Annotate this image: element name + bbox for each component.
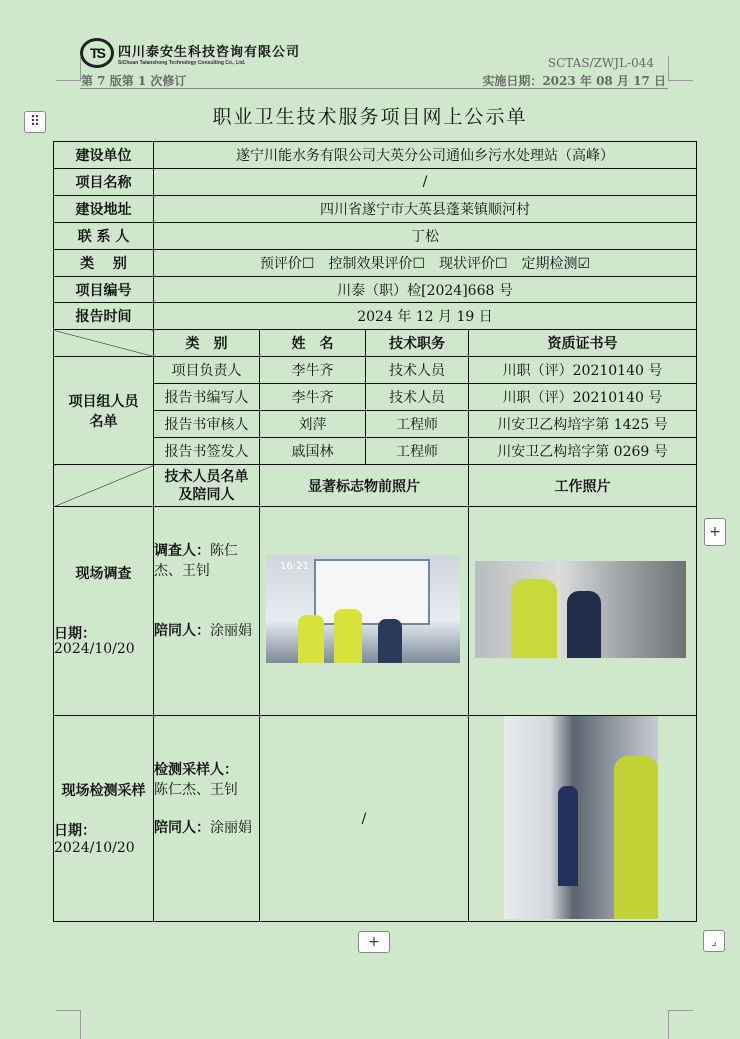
date-label: 日期： <box>54 823 96 839</box>
doc-code: SCTAS/ZWJL-044 <box>547 56 654 70</box>
sampling-cell <box>54 716 154 922</box>
cell: 李牛齐 <box>260 384 366 411</box>
survey-label: 现场调查 <box>75 566 132 582</box>
effective-date: 实施日期：2023 年 08 月 17 日 <box>482 74 666 88</box>
cell: 川安卫乙构培字第 1425 号 <box>469 411 697 438</box>
value-contact: 丁松 <box>154 223 697 250</box>
sampling-staff: 陈仁杰、王钊 <box>154 782 238 798</box>
label: 项目名称 <box>54 169 154 196</box>
page-title: 职业卫生技术服务项目网上公示单 <box>212 106 528 128</box>
value-category: 预评价☐ 控制效果评价☐ 现状评价☐ 定期检测☑ <box>154 250 697 277</box>
col-header: 技术职务 <box>366 330 469 357</box>
survey-escort: 涂丽娟 <box>210 623 252 639</box>
work-photo-survey <box>475 561 686 658</box>
label: 建设单位 <box>54 142 154 169</box>
company-name-en: SiChuan Taianshong Technology Consulting Co., Ltd. <box>118 59 246 66</box>
escort-label: 陪同人： <box>154 623 210 639</box>
col-header: 显著标志物前照片 <box>260 465 469 507</box>
cell: 川安卫乙构培字第 0269 号 <box>469 438 697 465</box>
cell: 戚国林 <box>260 438 366 465</box>
person <box>614 756 658 919</box>
survey-staff-cell <box>154 507 260 716</box>
label: 建设地址 <box>54 196 154 223</box>
cell: 报告书编写人 <box>154 384 260 411</box>
survey-date: 2024/10/20 <box>54 641 135 657</box>
person <box>298 615 324 663</box>
col-header: 姓 名 <box>260 330 366 357</box>
table-move-handle[interactable]: ⠿ <box>24 111 46 133</box>
col-header: 工作照片 <box>469 465 697 507</box>
logo-icon: TS <box>80 38 114 68</box>
sampling-staff-cell <box>154 716 260 922</box>
add-row-button[interactable]: + <box>358 931 390 953</box>
escort-label: 陪同人： <box>154 820 210 836</box>
cell: 工程师 <box>366 438 469 465</box>
sampling-escort: 涂丽娟 <box>210 820 252 836</box>
photo-timestamp: 16:21 <box>280 561 309 572</box>
label: 项目编号 <box>54 277 154 303</box>
cell: 刘萍 <box>260 411 366 438</box>
cell: 川职（评）20210140 号 <box>469 384 697 411</box>
margin-corner <box>56 1010 81 1039</box>
version: 第 7 版第 1 次修订 <box>81 74 187 88</box>
survey-staff: 陈仁杰、王钊 <box>154 543 238 579</box>
cell: 李牛齐 <box>260 357 366 384</box>
col-header: 类 别 <box>154 330 260 357</box>
cell: 工程师 <box>366 411 469 438</box>
resize-table-icon[interactable]: ⌟ <box>703 930 725 952</box>
person <box>334 609 362 663</box>
sign-photo-survey <box>266 555 460 663</box>
label: 类 别 <box>54 250 154 277</box>
person <box>378 619 402 663</box>
person <box>511 579 557 658</box>
sampling-date: 2024/10/20 <box>54 840 135 856</box>
staff-label: 调查人： <box>154 543 210 559</box>
sampling-label: 现场检测采样 <box>61 783 146 799</box>
company-name: 四川泰安生科技咨询有限公司 <box>118 44 301 60</box>
person <box>558 786 578 886</box>
header-rule <box>80 88 668 89</box>
margin-corner <box>668 56 693 81</box>
value-report-time: 2024 年 12 月 19 日 <box>154 303 697 330</box>
cell: 报告书审核人 <box>154 411 260 438</box>
value-builder: 遂宁川能水务有限公司大英分公司通仙乡污水处理站（高峰） <box>154 142 697 169</box>
team-label: 项目组人员名单 <box>54 357 154 465</box>
person <box>567 591 601 658</box>
company-logo <box>80 38 300 68</box>
cell: 项目负责人 <box>154 357 260 384</box>
col-header: 技术人员名单及陪同人 <box>154 465 260 507</box>
date-label: 日期： <box>54 626 96 642</box>
value-address: 四川省遂宁市大英县蓬莱镇顺河村 <box>154 196 697 223</box>
cell: 报告书签发人 <box>154 438 260 465</box>
sampling-sign-photo: / <box>260 716 469 922</box>
margin-corner <box>668 1010 693 1039</box>
label: 报告时间 <box>54 303 154 330</box>
value-project: / <box>154 169 697 196</box>
work-photo-sampling <box>504 716 658 919</box>
diagonal-cell <box>54 330 154 357</box>
col-header: 资质证书号 <box>469 330 697 357</box>
survey-cell <box>54 507 154 716</box>
add-column-button[interactable]: + <box>704 518 726 546</box>
label: 联 系 人 <box>54 223 154 250</box>
diagonal-cell <box>54 465 154 507</box>
cell: 川职（评）20210140 号 <box>469 357 697 384</box>
margin-corner <box>56 56 81 81</box>
cell: 技术人员 <box>366 384 469 411</box>
sign-board <box>314 559 430 625</box>
cell: 技术人员 <box>366 357 469 384</box>
staff-label: 检测采样人： <box>154 762 238 778</box>
value-project-no: 川泰（职）检[2024]668 号 <box>154 277 697 303</box>
